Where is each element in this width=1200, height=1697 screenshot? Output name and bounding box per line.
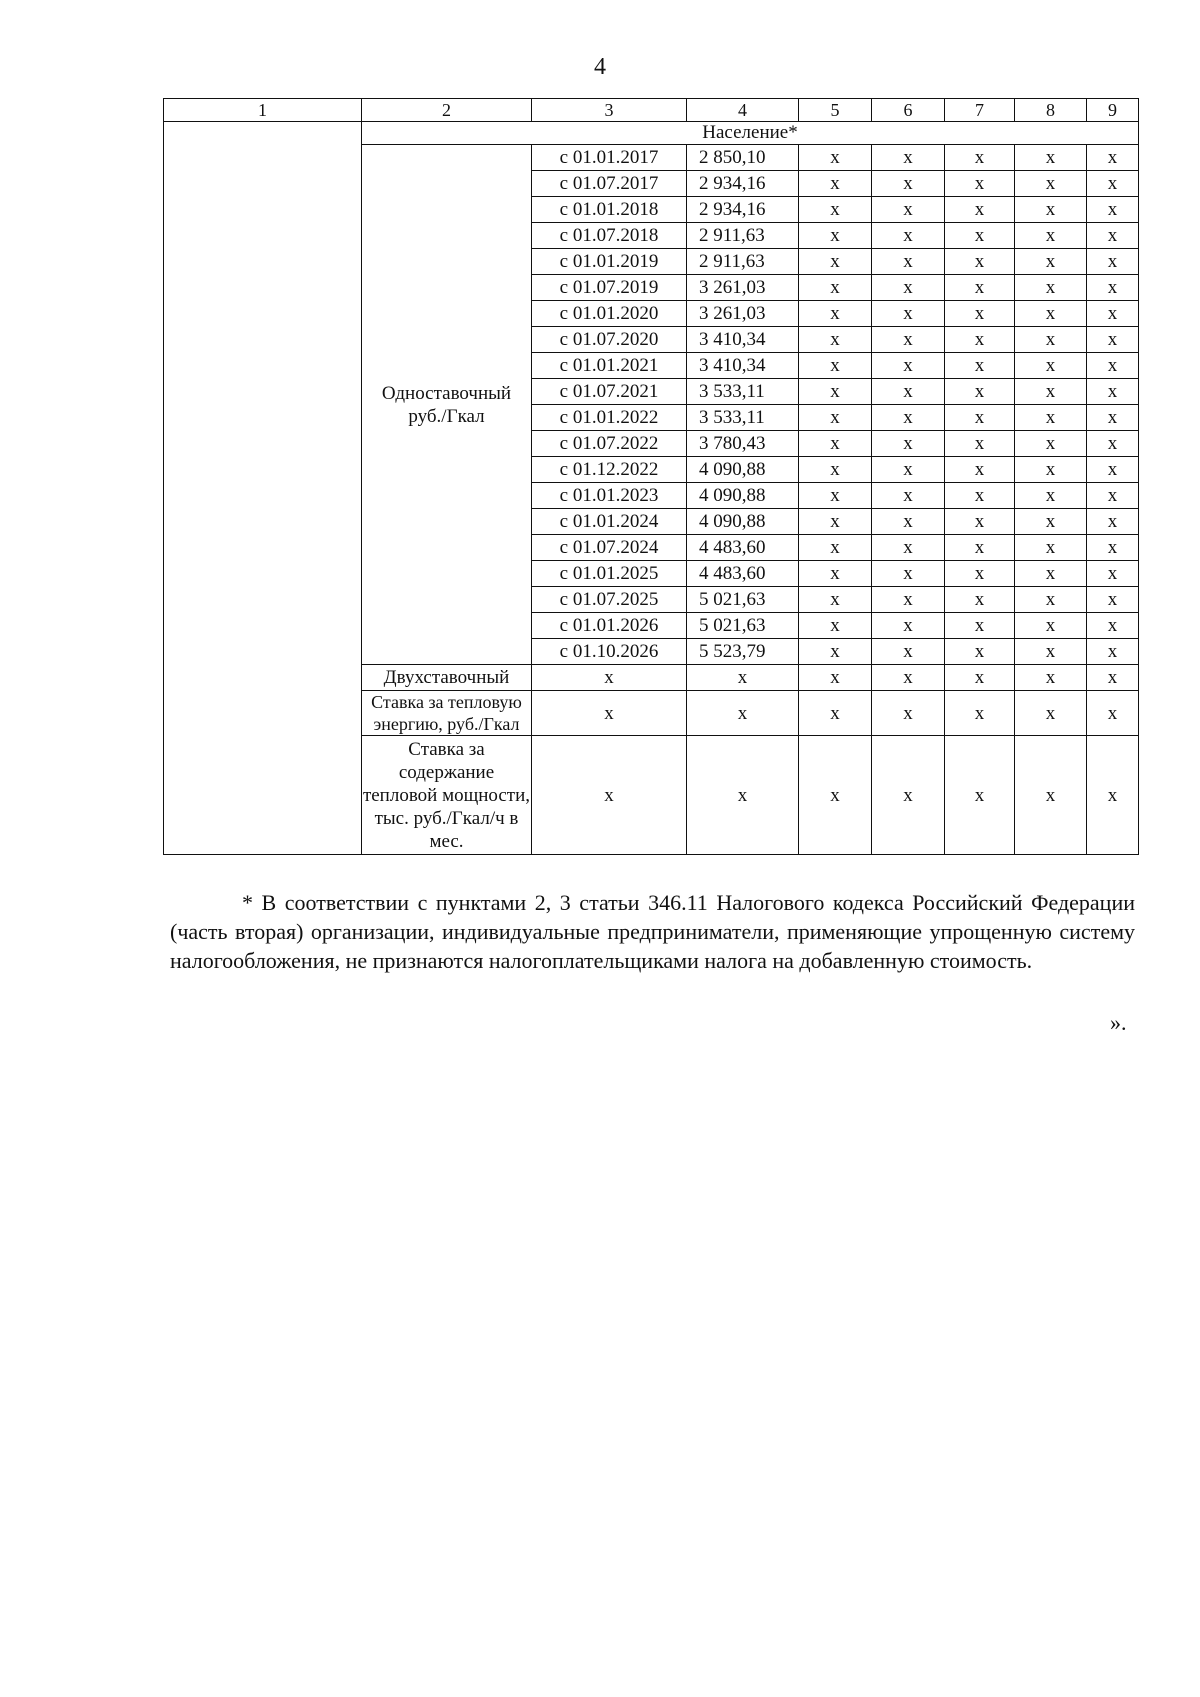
x-mark: x (1087, 145, 1139, 171)
x-mark: x (945, 587, 1015, 613)
column-number: 3 (532, 99, 687, 122)
column-number: 1 (164, 99, 362, 122)
x-mark: x (1087, 379, 1139, 405)
x-mark: x (1015, 145, 1087, 171)
x-mark: x (799, 665, 872, 691)
x-mark: x (945, 301, 1015, 327)
x-mark: x (1087, 691, 1139, 736)
effective-date: с 01.07.2020 (532, 327, 687, 353)
x-mark: x (799, 535, 872, 561)
x-mark: x (945, 561, 1015, 587)
tariff-value: 4 090,88 (687, 457, 799, 483)
x-mark: x (945, 379, 1015, 405)
x-mark: x (1015, 249, 1087, 275)
x-mark: x (1087, 197, 1139, 223)
effective-date: с 01.01.2018 (532, 197, 687, 223)
x-mark: x (945, 483, 1015, 509)
x-mark: x (1087, 171, 1139, 197)
x-mark: x (687, 665, 799, 691)
x-mark: x (1015, 171, 1087, 197)
x-mark: x (872, 587, 945, 613)
group-label: Население* (362, 122, 1139, 145)
x-mark: x (872, 171, 945, 197)
x-mark: x (1015, 431, 1087, 457)
x-mark: x (799, 223, 872, 249)
x-mark: x (799, 379, 872, 405)
effective-date: с 01.01.2024 (532, 509, 687, 535)
x-mark: x (945, 327, 1015, 353)
x-mark: x (1015, 457, 1087, 483)
tariff-value: 2 850,10 (687, 145, 799, 171)
tariff-value: 4 090,88 (687, 509, 799, 535)
x-mark: x (687, 691, 799, 736)
x-mark: x (945, 171, 1015, 197)
column-number: 5 (799, 99, 872, 122)
x-mark: x (1015, 561, 1087, 587)
x-mark: x (945, 736, 1015, 855)
x-mark: x (1015, 483, 1087, 509)
x-mark: x (1015, 327, 1087, 353)
x-mark: x (799, 353, 872, 379)
heat-energy-rate-label: Ставка за тепловую энергию, руб./Гкал (362, 691, 532, 736)
tariff-value: 4 090,88 (687, 483, 799, 509)
x-mark: x (872, 736, 945, 855)
page-number: 4 (594, 54, 606, 80)
x-mark: x (1087, 509, 1139, 535)
effective-date: с 01.10.2026 (532, 639, 687, 665)
closing-mark: ». (1110, 1010, 1127, 1035)
tariff-value: 3 261,03 (687, 301, 799, 327)
x-mark: x (945, 665, 1015, 691)
x-mark: x (1087, 405, 1139, 431)
x-mark: x (799, 613, 872, 639)
empty-cell (164, 122, 362, 855)
x-mark: x (945, 613, 1015, 639)
x-mark: x (872, 275, 945, 301)
x-mark: x (872, 249, 945, 275)
tariff-value: 4 483,60 (687, 561, 799, 587)
x-mark: x (687, 736, 799, 855)
x-mark: x (945, 405, 1015, 431)
effective-date: с 01.01.2017 (532, 145, 687, 171)
x-mark: x (799, 197, 872, 223)
x-mark: x (1087, 223, 1139, 249)
effective-date: с 01.01.2023 (532, 483, 687, 509)
effective-date: с 01.07.2024 (532, 535, 687, 561)
x-mark: x (1087, 665, 1139, 691)
x-mark: x (799, 405, 872, 431)
x-mark: x (945, 275, 1015, 301)
x-mark: x (1087, 249, 1139, 275)
tariff-value: 3 533,11 (687, 379, 799, 405)
x-mark: x (799, 145, 872, 171)
column-number: 8 (1015, 99, 1087, 122)
x-mark: x (945, 535, 1015, 561)
tariff-value: 5 021,63 (687, 613, 799, 639)
x-mark: x (872, 665, 945, 691)
x-mark: x (799, 171, 872, 197)
x-mark: x (1015, 353, 1087, 379)
x-mark: x (945, 639, 1015, 665)
x-mark: x (799, 431, 872, 457)
effective-date: с 01.12.2022 (532, 457, 687, 483)
tariff-value: 3 533,11 (687, 405, 799, 431)
x-mark: x (1015, 535, 1087, 561)
x-mark: x (945, 353, 1015, 379)
effective-date: с 01.01.2025 (532, 561, 687, 587)
x-mark: x (1015, 197, 1087, 223)
group-row (164, 122, 1139, 145)
x-mark: x (1087, 483, 1139, 509)
tariff-value: 3 261,03 (687, 275, 799, 301)
x-mark: x (1087, 736, 1139, 855)
x-mark: x (532, 736, 687, 855)
tariff-value: 3 780,43 (687, 431, 799, 457)
tariff-value: 3 410,34 (687, 327, 799, 353)
effective-date: с 01.01.2020 (532, 301, 687, 327)
effective-date: с 01.01.2026 (532, 613, 687, 639)
x-mark: x (945, 223, 1015, 249)
x-mark: x (872, 301, 945, 327)
effective-date: с 01.07.2025 (532, 587, 687, 613)
footnote: * В соответствии с пунктами 2, 3 статьи 346.11 Налогового кодекса Российский Федерации (часть вторая) организации, индивидуальные предприниматели, применяющие упрощенную систему налогообложения, не признаются налогоплательщиками налога на добавленную стоимость. (170, 890, 1135, 973)
column-number: 7 (945, 99, 1015, 122)
x-mark: x (872, 483, 945, 509)
x-mark: x (872, 379, 945, 405)
x-mark: x (799, 249, 872, 275)
x-mark: x (945, 457, 1015, 483)
x-mark: x (1087, 275, 1139, 301)
x-mark: x (1087, 613, 1139, 639)
x-mark: x (1015, 301, 1087, 327)
x-mark: x (1015, 613, 1087, 639)
tariff-value: 5 523,79 (687, 639, 799, 665)
tariff-value: 4 483,60 (687, 535, 799, 561)
x-mark: x (872, 561, 945, 587)
x-mark: x (799, 736, 872, 855)
x-mark: x (1087, 535, 1139, 561)
x-mark: x (1087, 431, 1139, 457)
x-mark: x (1087, 301, 1139, 327)
x-mark: x (1087, 587, 1139, 613)
column-number: 6 (872, 99, 945, 122)
x-mark: x (872, 327, 945, 353)
effective-date: с 01.01.2021 (532, 353, 687, 379)
effective-date: с 01.07.2017 (532, 171, 687, 197)
x-mark: x (872, 145, 945, 171)
tariff-value: 3 410,34 (687, 353, 799, 379)
x-mark: x (945, 145, 1015, 171)
x-mark: x (1015, 379, 1087, 405)
two-rate-label: Двухставочный (362, 665, 532, 691)
tariff-value: 2 934,16 (687, 197, 799, 223)
tariff-value: 2 911,63 (687, 223, 799, 249)
effective-date: с 01.07.2021 (532, 379, 687, 405)
x-mark: x (1015, 639, 1087, 665)
x-mark: x (945, 431, 1015, 457)
x-mark: x (1015, 587, 1087, 613)
x-mark: x (799, 587, 872, 613)
x-mark: x (1015, 275, 1087, 301)
x-mark: x (872, 223, 945, 249)
x-mark: x (799, 457, 872, 483)
x-mark: x (532, 691, 687, 736)
effective-date: с 01.07.2018 (532, 223, 687, 249)
x-mark: x (1087, 639, 1139, 665)
x-mark: x (799, 639, 872, 665)
x-mark: x (1015, 691, 1087, 736)
x-mark: x (872, 353, 945, 379)
x-mark: x (945, 509, 1015, 535)
column-number: 2 (362, 99, 532, 122)
x-mark: x (1015, 405, 1087, 431)
x-mark: x (872, 405, 945, 431)
single-rate-label: Одноставочный руб./Гкал (362, 145, 532, 665)
x-mark: x (1015, 509, 1087, 535)
x-mark: x (872, 509, 945, 535)
tariff-value: 2 911,63 (687, 249, 799, 275)
x-mark: x (872, 691, 945, 736)
x-mark: x (799, 561, 872, 587)
capacity-rate-label: Ставка за содержание тепловой мощности, тыс. руб./Гкал/ч в мес. (362, 736, 532, 855)
x-mark: x (1015, 223, 1087, 249)
x-mark: x (799, 275, 872, 301)
tariff-table (163, 98, 1139, 855)
x-mark: x (799, 483, 872, 509)
x-mark: x (799, 691, 872, 736)
x-mark: x (872, 639, 945, 665)
effective-date: с 01.07.2022 (532, 431, 687, 457)
x-mark: x (532, 665, 687, 691)
tariff-value: 2 934,16 (687, 171, 799, 197)
x-mark: x (1015, 665, 1087, 691)
column-number: 4 (687, 99, 799, 122)
x-mark: x (799, 301, 872, 327)
x-mark: x (945, 197, 1015, 223)
x-mark: x (872, 457, 945, 483)
x-mark: x (872, 431, 945, 457)
x-mark: x (1087, 561, 1139, 587)
tariff-value: 5 021,63 (687, 587, 799, 613)
x-mark: x (799, 509, 872, 535)
effective-date: с 01.01.2019 (532, 249, 687, 275)
x-mark: x (945, 691, 1015, 736)
x-mark: x (872, 197, 945, 223)
x-mark: x (1087, 353, 1139, 379)
effective-date: с 01.07.2019 (532, 275, 687, 301)
x-mark: x (1087, 457, 1139, 483)
x-mark: x (799, 327, 872, 353)
x-mark: x (945, 249, 1015, 275)
effective-date: с 01.01.2022 (532, 405, 687, 431)
x-mark: x (1015, 736, 1087, 855)
column-number-row (164, 99, 1139, 122)
x-mark: x (1087, 327, 1139, 353)
x-mark: x (872, 535, 945, 561)
column-number: 9 (1087, 99, 1139, 122)
x-mark: x (872, 613, 945, 639)
